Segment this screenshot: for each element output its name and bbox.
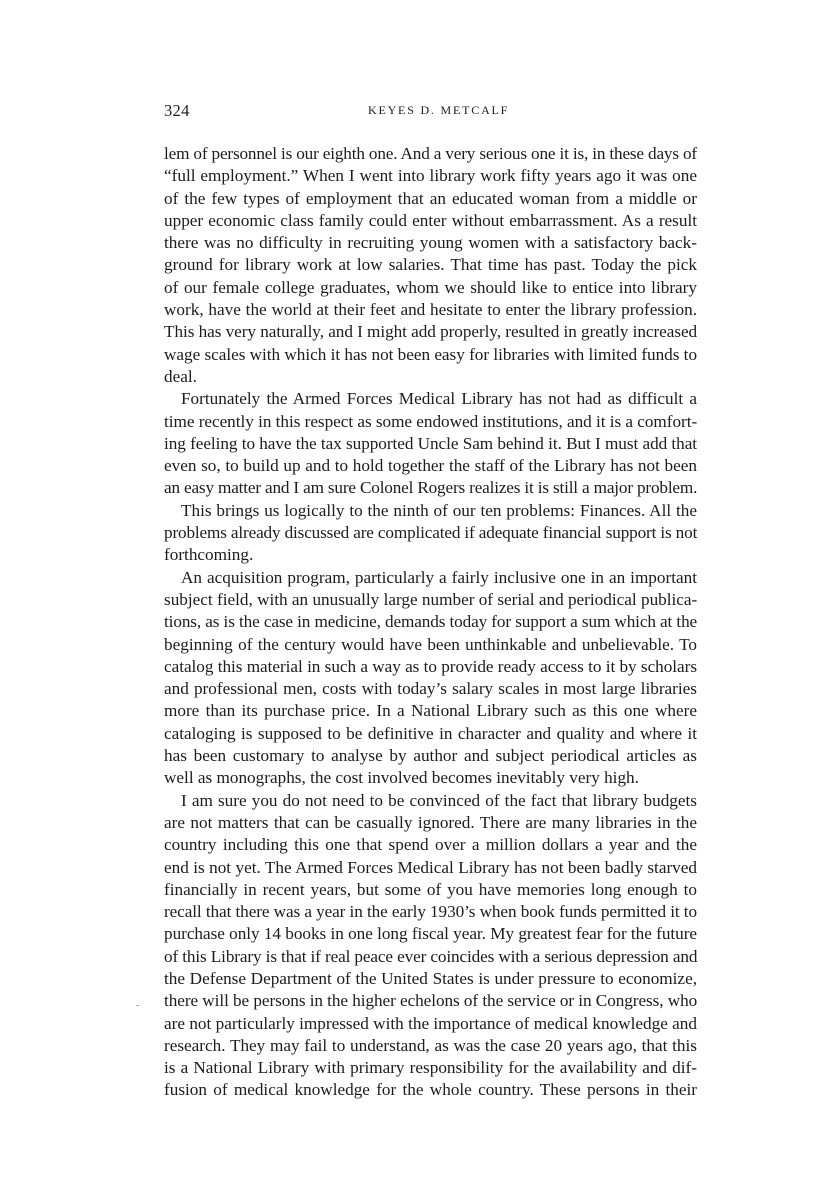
text-line: work, have the world at their feet and hesitate to enter the library profession. (164, 300, 697, 320)
page-header (164, 101, 694, 125)
text-line: wage scales with which it has not been easy for libraries with limited funds to (164, 344, 698, 364)
text-line: country including this one that spend over a million dollars a year and the (164, 835, 697, 855)
body-text (164, 143, 697, 1102)
margin-mark: - (136, 1000, 140, 1011)
text-line: even so, to build up and to hold together the staff of the Library has not been (164, 456, 697, 476)
text-line: cataloging is supposed to be definitive in character and quality and where it (164, 723, 697, 743)
text-line: fusion of medical knowledge for the whole country. These persons in their (164, 1080, 697, 1100)
text-line: of the few types of employment that an educated woman from a middle or (164, 188, 697, 208)
text-line: beginning of the century would have been unthinkable and unbelievable. To (164, 634, 697, 654)
text-line: purchase only 14 books in one long fiscal year. My greatest fear for the future (164, 924, 697, 944)
paragraph-budgets (164, 790, 697, 1102)
text-line: tions, as is the case in medicine, demands today for support a sum which at the (164, 612, 698, 632)
text-line: lem of personnel is our eighth one. And a very serious one it is, in these days of (164, 144, 697, 163)
text-line: “full employment.” When I went into library work fifty years ago it was one (164, 166, 697, 186)
page-number: 324 (164, 101, 190, 120)
text-line: end is not yet. The Armed Forces Medical Library has not been badly starved (164, 857, 697, 877)
paragraph-finances (164, 500, 697, 567)
text-line: This brings us logically to the ninth of our ten problems: Finances. All the (181, 500, 697, 520)
text-line: financially in recent years, but some of you have memories long enough to (164, 879, 697, 899)
text-line: time recently in this respect as some endowed institutions, and it is a comfort- (164, 411, 698, 431)
paragraph-acquisition (164, 567, 697, 790)
paragraph-armed-forces-library (164, 388, 697, 499)
text-line: there was no difficulty in recruiting young women with a satisfactory back- (164, 233, 697, 253)
text-line: recall that there was a year in the early 1930’s when book funds permitted it to (164, 902, 697, 922)
text-line: Fortunately the Armed Forces Medical Library has not had as difficult a (181, 389, 697, 409)
text-line: An acquisition program, particularly a fairly inclusive one in an important (181, 567, 697, 587)
text-line: the Defense Department of the United States is under pressure to economize, (164, 968, 697, 988)
text-line: of our female college graduates, whom we should like to entice into library (164, 277, 697, 297)
text-line: ing feeling to have the tax supported Uncle Sam behind it. But I must add that (164, 433, 697, 453)
text-line: problems already discussed are complicated if adequate financial support is not (164, 523, 698, 543)
paragraph-personnel (164, 143, 697, 388)
text-line: is a National Library with primary responsibility for the availability and dif- (164, 1058, 697, 1078)
text-line: are not matters that can be casually ignored. There are many libraries in the (164, 812, 697, 832)
text-line: an easy matter and I am sure Colonel Rogers realizes it is still a major problem. (164, 478, 698, 498)
text-line: of this Library is that if real peace ever coincides with a serious depression and (164, 946, 698, 966)
text-line: has been customary to analyse by author and subject periodical articles as (164, 746, 697, 766)
text-line: research. They may fail to understand, as was the case 20 years ago, that this (164, 1035, 697, 1055)
text-line: subject field, with an unusually large number of serial and periodical publica- (164, 589, 698, 609)
text-line: This has very naturally, and I might add properly, resulted in greatly increased (164, 322, 698, 342)
text-line: forthcoming. (164, 545, 254, 565)
text-line: ground for library work at low salaries. That time has past. Today the pick (164, 255, 697, 275)
text-line: catalog this material in such a way as to provide ready access to it by scholars (164, 656, 697, 676)
text-line: are not particularly impressed with the importance of medical knowledge and (164, 1013, 697, 1033)
text-line: I am sure you do not need to be convinced of the fact that library budgets (181, 790, 697, 810)
text-line: upper economic class family could enter without embarrassment. As a result (164, 210, 697, 230)
text-line: and professional men, costs with today’s salary scales in most large libraries (164, 679, 697, 699)
text-line: deal. (164, 366, 197, 386)
text-line: well as monographs, the cost involved becomes inevitably very high. (164, 768, 639, 788)
text-line: there will be persons in the higher echelons of the service or in Congress, who (164, 991, 698, 1011)
running-head: KEYES D. METCALF (368, 103, 510, 117)
text-line: more than its purchase price. In a National Library such as this one where (164, 701, 697, 721)
